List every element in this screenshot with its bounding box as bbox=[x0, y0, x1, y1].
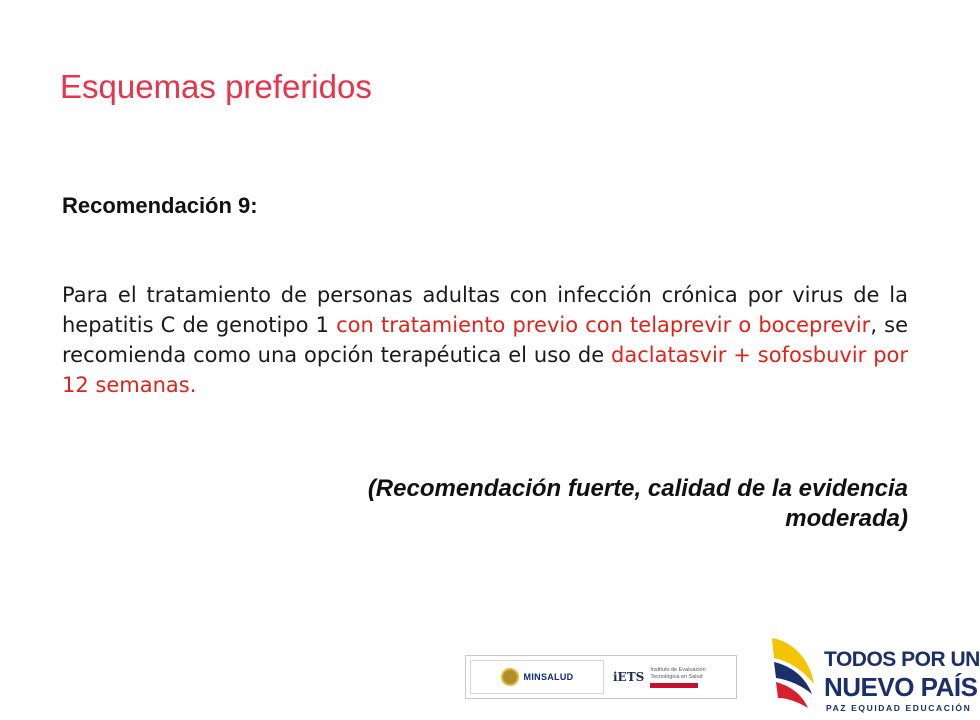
recommendation-text bbox=[62, 280, 908, 400]
iets-mark: iETS bbox=[613, 670, 645, 684]
iets-details bbox=[650, 667, 733, 688]
government-logo bbox=[764, 628, 980, 718]
iets-red-bar bbox=[650, 683, 698, 688]
partner-logos-box bbox=[465, 655, 737, 699]
minsalud-logo bbox=[470, 660, 604, 694]
iets-text: Instituto de Evaluación Tecnológica en Salud bbox=[650, 666, 706, 680]
slide-title: Esquemas preferidos bbox=[60, 68, 372, 105]
recommendation-strength-note: (Recomendación fuerte, calidad de la evidencia moderada) bbox=[367, 475, 908, 532]
gov-slogan-line2: NUEVO PAÍS bbox=[824, 672, 978, 702]
colombia-shield-icon bbox=[501, 668, 519, 686]
iets-logo bbox=[607, 660, 733, 694]
recommendation-heading: Recomendación 9: bbox=[62, 193, 258, 218]
recommendation-text-part1: Para el tratamiento de personas adultas con infección crónica por virus de la hepatitis C de genotipo 1 bbox=[62, 283, 908, 337]
minsalud-label: MINSALUD bbox=[523, 672, 574, 682]
recommendation-text-part2: , se recomienda como una opción terapéutica el uso de bbox=[62, 313, 909, 367]
gov-slogan-line3: PAZ EQUIDAD EDUCACIÓN bbox=[826, 703, 972, 713]
colombia-flag-swoosh-icon bbox=[764, 632, 820, 716]
gov-slogan-line1: TODOS POR UN bbox=[824, 648, 980, 671]
recommendation-highlight-prior-treatment: con tratamiento previo con telaprevir o boceprevir bbox=[336, 313, 871, 337]
recommendation-highlight-regimen: daclatasvir + sofosbuvir por 12 semanas. bbox=[62, 343, 909, 397]
